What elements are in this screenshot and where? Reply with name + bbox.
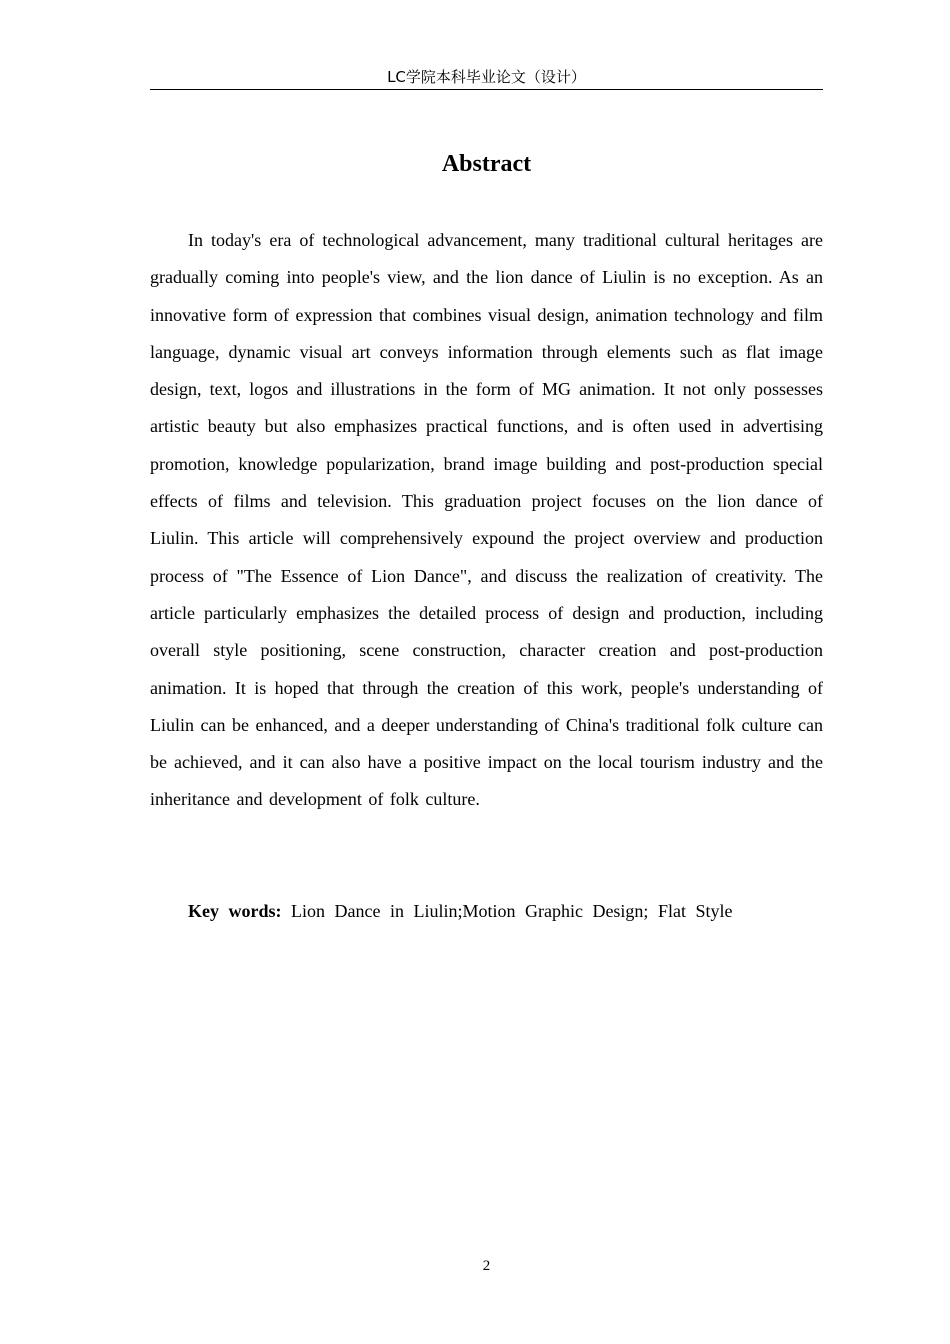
page-number: 2 (482, 1258, 491, 1274)
keywords-line (150, 895, 823, 927)
keywords-label: Key words: (188, 901, 282, 921)
page-header (150, 66, 823, 90)
abstract-body: In today's era of technological advancement, many traditional cultural heritages are gradually coming into people's view, and the lion dance of Liulin is no exception. As an innovative form of expression that combines visual design, animation technology and film language, dynamic visual art conveys information through elements such as flat image design, text, logos and illustrations in the form of MG animation. It not only possesses artistic beauty but also emphasizes practical functions, and is often used in advertising promotion, knowledge popularization, brand image building and post-production special effects of films and television. This graduation project focuses on the lion dance of Liulin. This article will comprehensively expound the project overview and production process of "The Essence of Lion Dance", and discuss the realization of creativity. The article particularly emphasizes the detailed process of design and production, including overall style positioning, scene construction, character creation and post-production animation. It is hoped that through the creation of this work, people's understanding of Liulin can be enhanced, and a deeper understanding of China's traditional folk culture can be achieved, and it can also have a positive impact on the local tourism industry and the inheritance and development of folk culture. (150, 230, 824, 810)
abstract-title: Abstract (441, 151, 532, 177)
keywords-text: Lion Dance in Liulin;Motion Graphic Design; Flat Style (291, 901, 733, 921)
header-title: LC学院本科毕业论文（设计） (387, 68, 586, 86)
